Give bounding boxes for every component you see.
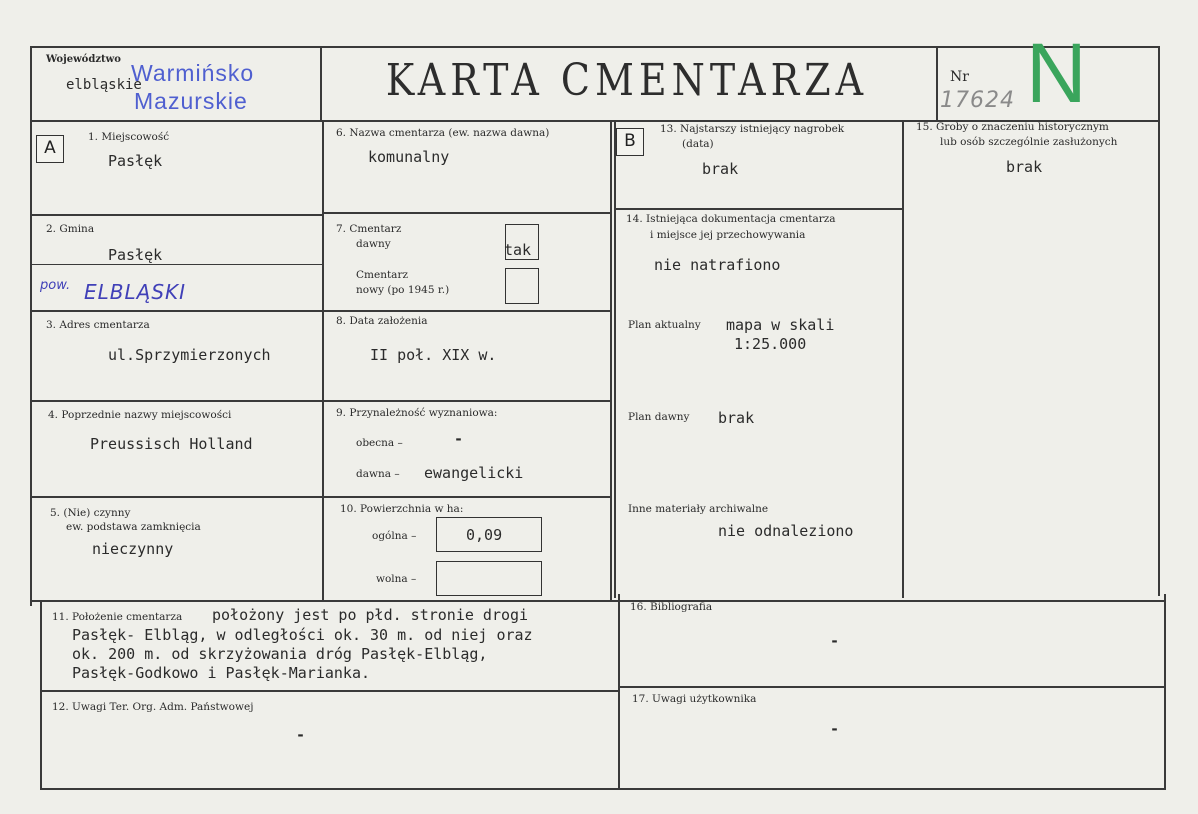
f9-former-label: dawna –	[356, 468, 400, 480]
frame-bottom	[40, 788, 1166, 790]
f2-label: 2. Gmina	[46, 223, 95, 235]
other-archives-value: nie odnaleziono	[718, 522, 854, 540]
c2-row-2	[322, 310, 612, 312]
f10-total-value: 0,09	[466, 526, 503, 544]
other-archives-label: Inne materiały archiwalne	[628, 503, 769, 515]
nr-green-letter: N	[1026, 26, 1087, 120]
f11-label: 11. Położenie cmentarza	[52, 611, 183, 623]
f15-label-2: lub osób szczególnie zasłużonych	[940, 136, 1118, 148]
c2-row-3	[322, 400, 612, 402]
f7-label-2: dawny	[356, 238, 391, 250]
f10-free-box	[436, 561, 542, 596]
header-divider-2	[936, 46, 938, 120]
f16-label: 16. Bibliografia	[630, 601, 713, 613]
f5-label-2: ew. podstawa zamknięcia	[66, 521, 201, 533]
c1-row-4	[30, 496, 322, 498]
f12-label: 12. Uwagi Ter. Org. Adm. Państwowej	[52, 701, 254, 713]
f3-label: 3. Adres cmentarza	[46, 319, 150, 331]
f11-line-2: Pasłęk- Elbląg, w odległości ok. 30 m. od niej oraz	[72, 626, 533, 644]
f6-value: komunalny	[368, 148, 450, 166]
f9-former-value: ewangelicki	[424, 464, 524, 482]
f10-label: 10. Powierzchnia w ha:	[340, 503, 464, 515]
stamp-line-1: Warmińsko	[131, 60, 255, 86]
c3-row-1	[614, 208, 902, 210]
bottom-row-top	[30, 600, 1166, 602]
f8-label: 8. Data założenia	[336, 315, 428, 327]
frame-left-top	[30, 46, 32, 606]
f14-value: nie natrafiono	[654, 256, 781, 274]
f10-total-label: ogólna –	[372, 530, 417, 542]
bottom-row-right	[618, 686, 1166, 688]
f1-value: Pasłęk	[108, 152, 163, 170]
col-divider-4	[902, 120, 904, 598]
bottom-divider	[618, 594, 620, 790]
section-b-box: B	[616, 128, 644, 156]
plan-current-label: Plan aktualny	[628, 319, 701, 331]
f2-pow-prefix: pow.	[40, 278, 71, 293]
f2-value: Pasłęk	[108, 246, 163, 264]
c2-row-1	[322, 212, 612, 214]
nr-handwritten: 17624	[940, 88, 1015, 113]
f13-value: brak	[702, 160, 739, 178]
nr-label: Nr	[950, 69, 969, 85]
f4-value: Preussisch Holland	[90, 435, 253, 453]
c1-row-2a	[30, 264, 322, 265]
page-title: KARTA CMENTARZA	[385, 54, 869, 106]
f17-label: 17. Uwagi użytkownika	[632, 693, 757, 705]
col-divider-2	[610, 120, 612, 602]
f1-label: 1. Miejscowość	[88, 131, 170, 143]
f4-label: 4. Poprzednie nazwy miejscowości	[48, 409, 232, 421]
f11-line-4: Pasłęk-Godkowo i Pasłęk-Marianka.	[72, 664, 371, 682]
f15-label-1: 15. Groby o znaczeniu historycznym	[916, 121, 1109, 133]
bottom-row-left	[40, 690, 620, 692]
f5-value: nieczynny	[92, 540, 174, 558]
plan-current-value-1: mapa w skali	[726, 316, 835, 334]
f11-line-1: położony jest po płd. stronie drogi	[212, 606, 529, 624]
section-a-box: A	[36, 135, 64, 163]
f12-value: -	[296, 726, 306, 744]
f7-old-value: tak	[504, 241, 532, 259]
frame-right-bottom	[1164, 594, 1166, 790]
f7-new-label-2: nowy (po 1945 r.)	[356, 284, 450, 296]
plan-current-value-2: 1:25.000	[734, 335, 807, 353]
stamp-line-2: Mazurskie	[134, 88, 248, 114]
wojewodztwo-label: Województwo	[46, 54, 121, 65]
col-divider-3	[614, 120, 616, 598]
c1-row-2	[30, 310, 322, 312]
f16-value: -	[830, 632, 840, 650]
f14-label-1: 14. Istniejąca dokumentacja cmentarza	[626, 213, 836, 225]
frame-top	[30, 46, 1160, 48]
f2-pow-value: ELBLĄSKI	[84, 280, 187, 304]
c1-row-1	[30, 214, 322, 216]
wojewodztwo-typed: elbląskie	[66, 77, 142, 93]
f9-current-value: -	[454, 430, 464, 448]
f7-new-label-1: Cmentarz	[356, 269, 408, 281]
f7-new-box	[505, 268, 539, 304]
c2-row-4	[322, 496, 612, 498]
c1-row-3	[30, 400, 322, 402]
f9-current-label: obecna –	[356, 437, 403, 449]
f13-label-1: 13. Najstarszy istniejący nagrobek	[660, 123, 845, 135]
f7-label-1: 7. Cmentarz	[336, 223, 402, 235]
f8-value: II poł. XIX w.	[370, 346, 497, 364]
frame-left-bottom	[40, 600, 42, 790]
plan-former-value: brak	[718, 409, 755, 427]
col-divider-1	[322, 120, 324, 602]
f6-label: 6. Nazwa cmentarza (ew. nazwa dawna)	[336, 127, 550, 139]
f9-label: 9. Przynależność wyznaniowa:	[336, 407, 498, 419]
plan-former-label: Plan dawny	[628, 411, 690, 423]
f3-value: ul.Sprzymierzonych	[108, 346, 271, 364]
f5-label-1: 5. (Nie) czynny	[50, 507, 131, 519]
f14-label-2: i miejsce jej przechowywania	[650, 229, 806, 241]
f17-value: -	[830, 720, 840, 738]
f10-free-label: wolna –	[376, 573, 417, 585]
frame-right	[1158, 46, 1160, 596]
f13-label-2: (data)	[682, 138, 714, 150]
f15-value: brak	[1006, 158, 1043, 176]
f11-line-3: ok. 200 m. od skrzyżowania dróg Pasłęk-Elbląg,	[72, 645, 488, 663]
